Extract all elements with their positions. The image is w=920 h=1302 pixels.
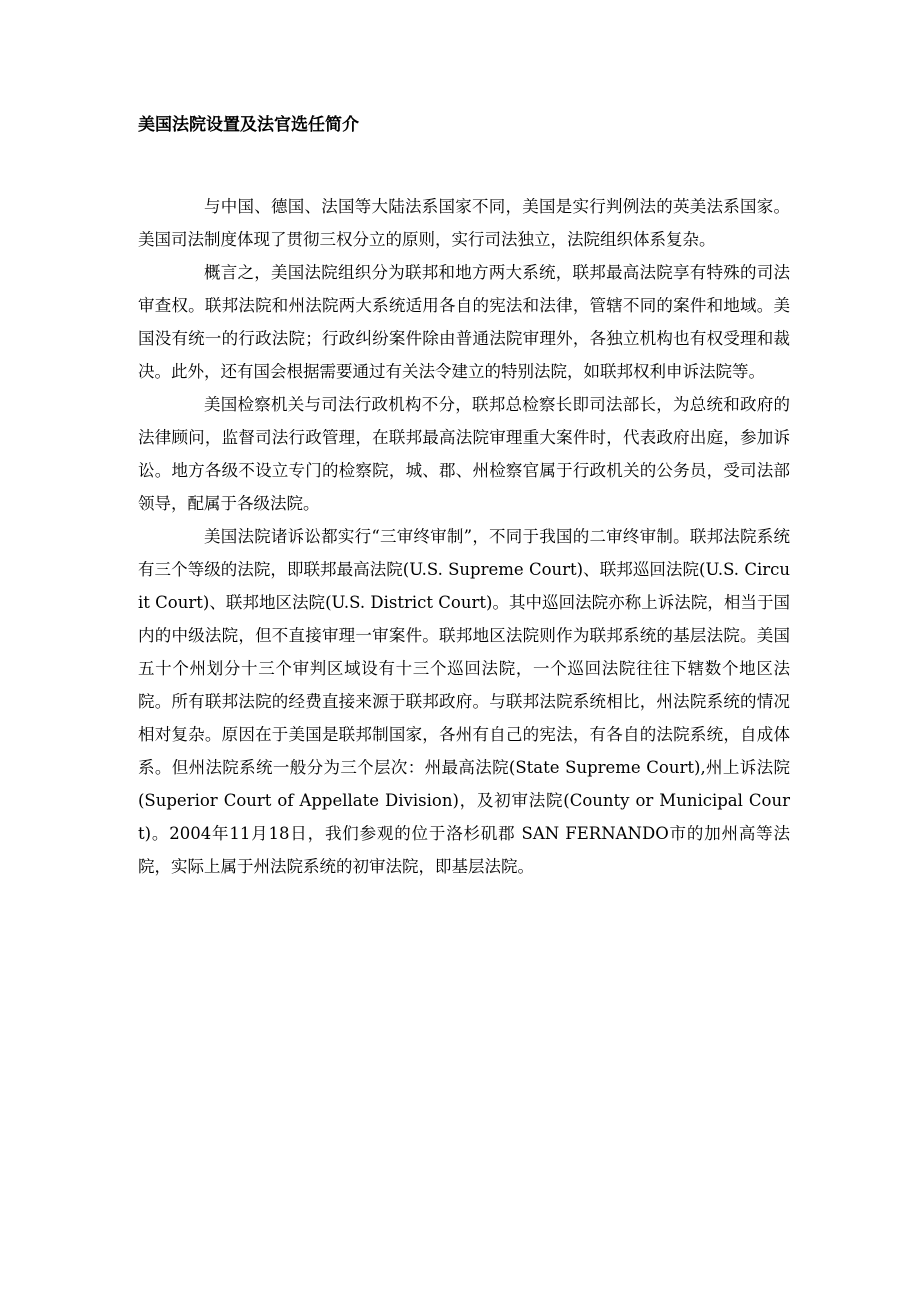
paragraph-court-levels: 美国法院诸诉讼都实行“三审终审制”，不同于我国的二审终审制。联邦法院系统有三个等级的法院，即联邦最高法院(U.S. Supreme Court)、联邦巡回法院(U.S. Circuit Court)、联邦地区法院(U.S. District Court)。其中巡回法院亦称上诉法院，相当于国内的中级法院，但不直接审理一审案件。联邦地区法院则作为联邦系统的基层法院。美国五十个州划分十三个审判区域设有十三个巡回法院，一个巡回法院往往下辖数个地区法院。所有联邦法院的经费直接来源于联邦政府。与联邦法院系统相比，州法院系统的情况相对复杂。原因在于美国是联邦制国家，各州有自己的宪法，有各自的法院系统，自成体系。但州法院系统一般分为三个层次：州最高法院(State Supreme Court),州上诉法院(Superior Court of Appellate Division)，及初审法院(County or Municipal Court)。2004年11月18日，我们参观的位于洛杉矶郡 SAN FERNANDO市的加州高等法院，实际上属于州法院系统的初审法院，即基层法院。 <box>138 527 790 876</box>
paragraph-prosecution: 美国检察机关与司法行政机构不分，联邦总检察长即司法部长，为总统和政府的法律顾问，监督司法行政管理，在联邦最高法院审理重大案件时，代表政府出庭，参加诉讼。地方各级不设立专门的检察院，城、郡、州检察官属于行政机关的公务员，受司法部领导，配属于各级法院。 <box>138 395 790 513</box>
document-body <box>138 190 790 883</box>
document-title: 美国法院设置及法官选任简介 <box>138 115 359 135</box>
paragraph-intro: 与中国、德国、法国等大陆法系国家不同，美国是实行判例法的英美法系国家。美国司法制度体现了贯彻三权分立的原则，实行司法独立，法院组织体系复杂。 <box>138 197 790 249</box>
paragraph-court-organization: 概言之，美国法院组织分为联邦和地方两大系统，联邦最高法院享有特殊的司法审查权。联邦法院和州法院两大系统适用各自的宪法和法律，管辖不同的案件和地域。美国没有统一的行政法院；行政纠纷案件除由普通法院审理外，各独立机构也有权受理和裁决。此外，还有国会根据需要通过有关法令建立的特别法院，如联邦权利申诉法院等。 <box>138 263 790 381</box>
